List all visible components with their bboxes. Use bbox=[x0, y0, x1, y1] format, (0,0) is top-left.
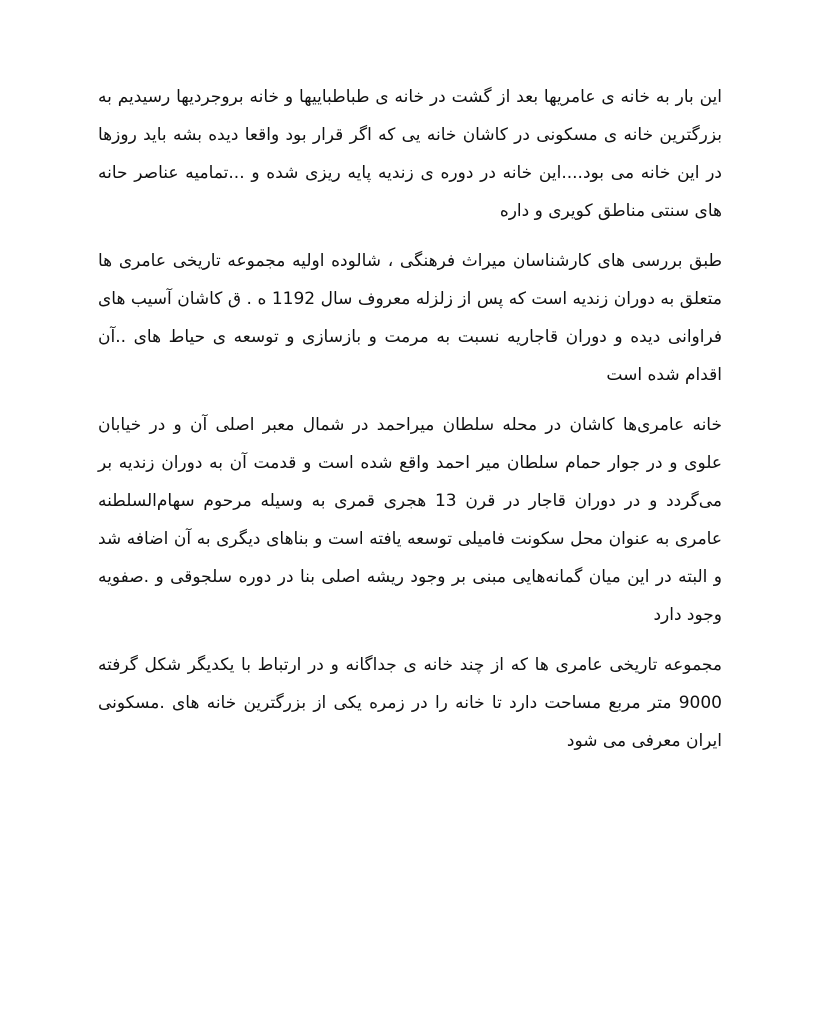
paragraph-area-size: مجموعه تاریخی عامری ها که از چند خانه ی جداگانه و در ارتباط با یکدیگر شکل گرفته 9000 متر مربع مساحت دارد تا خانه را در زمره یکی از بزرگترین خانه های .مسکونی ایران معرفی می شود bbox=[98, 655, 722, 751]
article-body bbox=[98, 78, 722, 772]
paragraph-heritage-history: طبق بررسی های کارشناسان میراث فرهنگی ، شالوده اولیه مجموعه تاریخی عامری ها متعلق به دوران زندیه است که پس از زلزله معروف سال 1192 ه . ق کاشان آسیب های فراوانی دیده و دوران قاجاریه نسبت به مرمت و بازسازی و توسعه ی حیاط های ..آن اقدام شده است bbox=[98, 251, 722, 385]
paragraph-location-details: خانه عامری‌ها کاشان در محله سلطان میراحمد در شمال معبر اصلی آن و در خیابان علوی و در جوار حمام سلطان میر احمد واقع شده است و قدمت آن به دوران زندیه بر می‌گردد و در دوران قاجار در قرن 13 هجری قمری به وسیله مرحوم سهام‌السلطنه عامری به عنوان محل سکونت فامیلی توسعه یافته است و بناهای دیگری به آن اضافه شد و البته در این میان گمانه‌هایی مبنی بر وجود ریشه اصلی بنا در دوره سلجوقی و .صفویه وجود دارد bbox=[98, 415, 722, 625]
paragraph-ameri-house-intro: این بار به خانه ی عامریها بعد از گشت در خانه ی طباطباییها و خانه بروجردیها رسیدیم به بزرگترین خانه ی مسکونی در کاشان خانه یی که اگر قرار بود واقعا دیده بشه باید روزها در این خانه می بود....این خانه در دوره ی زندیه پایه ریزی شده و ...تمامیه عناصر حانه های سنتی مناطق کویری و داره bbox=[98, 87, 722, 221]
